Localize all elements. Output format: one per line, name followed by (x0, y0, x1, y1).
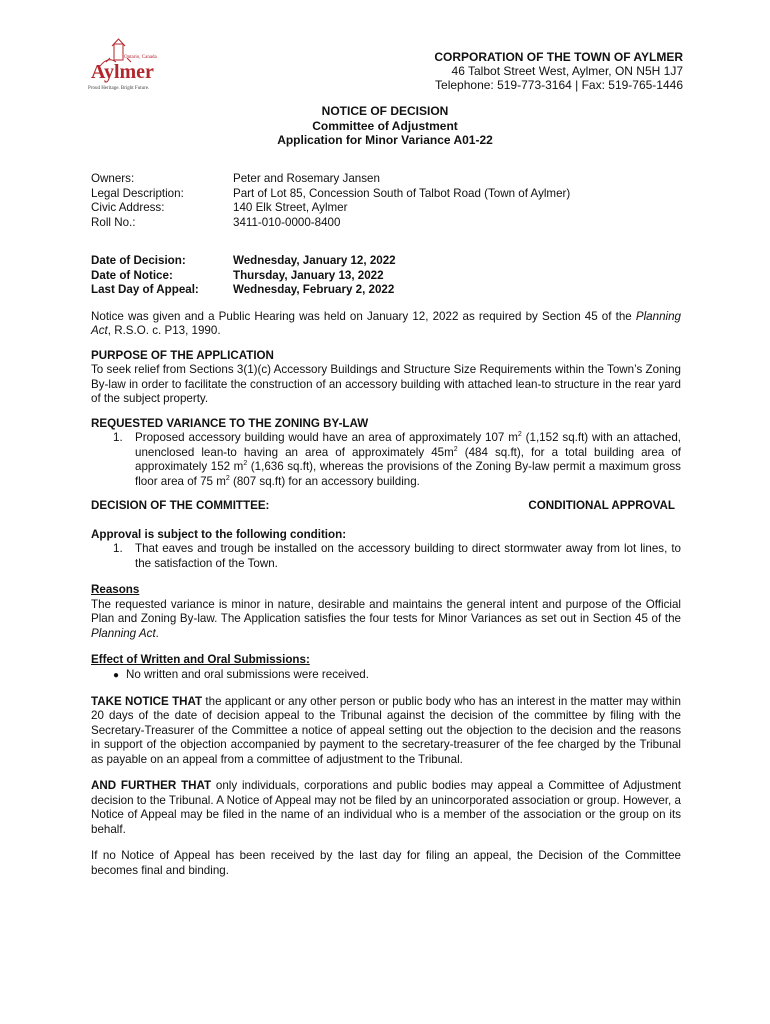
variance-heading: REQUESTED VARIANCE TO THE ZONING BY-LAW (91, 416, 369, 430)
civic-value: 140 Elk Street, Aylmer (233, 201, 348, 214)
decision-date-label: Date of Decision: (91, 254, 186, 267)
legal-row (91, 187, 681, 202)
roll-value: 3411-010-0000-8400 (233, 215, 341, 229)
title-application: Application for Minor Variance A01-22 (277, 133, 493, 147)
civic-row (91, 201, 681, 216)
condition-heading: Approval is subject to the following condition: (91, 527, 347, 541)
logo-top-text: Ontario, Canada (124, 55, 157, 60)
purpose-heading: PURPOSE OF THE APPLICATION (91, 348, 274, 362)
letterhead-org: CORPORATION OF THE TOWN OF AYLMER (434, 50, 683, 64)
notice-date-value: Thursday, January 13, 2022 (233, 268, 384, 282)
town-of-aylmer-logo (86, 36, 186, 96)
committee-decision (91, 499, 681, 514)
decision-value: CONDITIONAL APPROVAL (528, 499, 675, 512)
document-titles (0, 104, 770, 148)
decision-label: DECISION OF THE COMMITTEE: (91, 499, 270, 512)
reasons-heading: Reasons (91, 583, 140, 596)
letterhead-address: 46 Talbot Street West, Aylmer, ON N5H 1J7 (451, 64, 683, 78)
letterhead (434, 50, 683, 92)
appeal-date-value: Wednesday, February 2, 2022 (233, 283, 395, 296)
owners-value: Peter and Rosemary Jansen (233, 172, 380, 185)
decision-date-row (91, 254, 681, 269)
purpose-text: To seek relief from Sections 3(1)(c) Accessory Buildings and Structure Size Requirements within the Town’s Zoning By-law in order to facilitate the construction of an accessory building with attached lean-to structure in the rear yard of the subject property. (91, 363, 681, 405)
roll-row (91, 216, 681, 231)
civic-label: Civic Address: (91, 201, 165, 214)
owner-row (91, 172, 681, 187)
appeal-date-label: Last Day of Appeal: (91, 283, 199, 296)
notice-paragraph: Notice was given and a Public Hearing was held on January 12, 2022 as required by Section 45 of the Planning Act, R.S.O. c. P13, 1990. (91, 309, 681, 337)
legal-value: Part of Lot 85, Concession South of Talbot Road (Town of Aylmer) (233, 186, 571, 200)
further-paragraph: AND FURTHER THAT only individuals, corporations and public bodies may appeal a Committee of Adjustment decision to the Tribunal. A Notice of Appeal may not be filed by an unincorporated association or group. However, a Notice of Appeal may be filed in the name of an individual who is a member of the association or the group on its behalf. (91, 779, 681, 836)
title-notice: NOTICE OF DECISION (321, 104, 449, 118)
condition-item: 1. That eaves and trough be installed on the accessory building to direct stormwater away from lot lines, to the satisfaction of the Town. (113, 542, 681, 570)
document-body (91, 172, 681, 878)
notice-date-label: Date of Notice: (91, 268, 173, 282)
roll-label: Roll No.: (91, 215, 136, 229)
legal-label: Legal Description: (91, 186, 184, 200)
appeal-date-row (91, 283, 681, 298)
take-notice-paragraph: TAKE NOTICE THAT the applicant or any other person or public body who has an interest in the matter may within 20 days of the date of decision appeal to the Tribunal against the decision of the committee by filing with the Secretary-Treasurer of the Committee a notice of appeal setting out the objection to the decision and the reasons in support of the objection accompanied by payment to the secretary-treasurer of the fee charged by the Tribunal as payable on an appeal from a committee of adjustment to the Tribunal. (91, 694, 681, 766)
owners-label: Owners: (91, 172, 135, 185)
owner-info-block (91, 172, 681, 230)
logo-name: Aylmer (91, 61, 154, 83)
bullet-icon: ● (113, 669, 120, 681)
submissions-heading: Effect of Written and Oral Submissions: (91, 653, 310, 666)
dates-block (91, 254, 681, 298)
decision-date-value: Wednesday, January 12, 2022 (233, 254, 396, 267)
variance-item: 1. Proposed accessory building would have an area of approximately 107 $m^2$ (1,152 sq.ft) with an attached, unenclosed lean-to having an area of approximately $45m^2$ (484 sq.ft), for a total building area of approximately 152 $m^2$ (1,636 sq.ft), whereas the provisions of the Zoning By-law permit a maximum gross floor area of 75 $m^2$ (807 sq.ft) for an accessory building. (113, 431, 681, 488)
submissions-bullet: ● No written and oral submissions were received. (113, 667, 369, 681)
logo-tagline: Proud Heritage. Bright Future. (88, 86, 150, 91)
final-paragraph: If no Notice of Appeal has been received by the last day for filing an appeal, the Decision of the Committee becomes final and binding. (91, 849, 681, 877)
letterhead-phone: Telephone: 519-773-3164 | Fax: 519-765-1446 (435, 78, 683, 92)
title-committee: Committee of Adjustment (312, 118, 458, 133)
notice-date-row (91, 269, 681, 284)
reasons-text: The requested variance is minor in nature, desirable and maintains the general intent and purpose of the Official Plan and Zoning By-law. The Application satisfies the four tests for Minor Variances as set out in Section 45 of the Planning Act. (91, 597, 681, 640)
